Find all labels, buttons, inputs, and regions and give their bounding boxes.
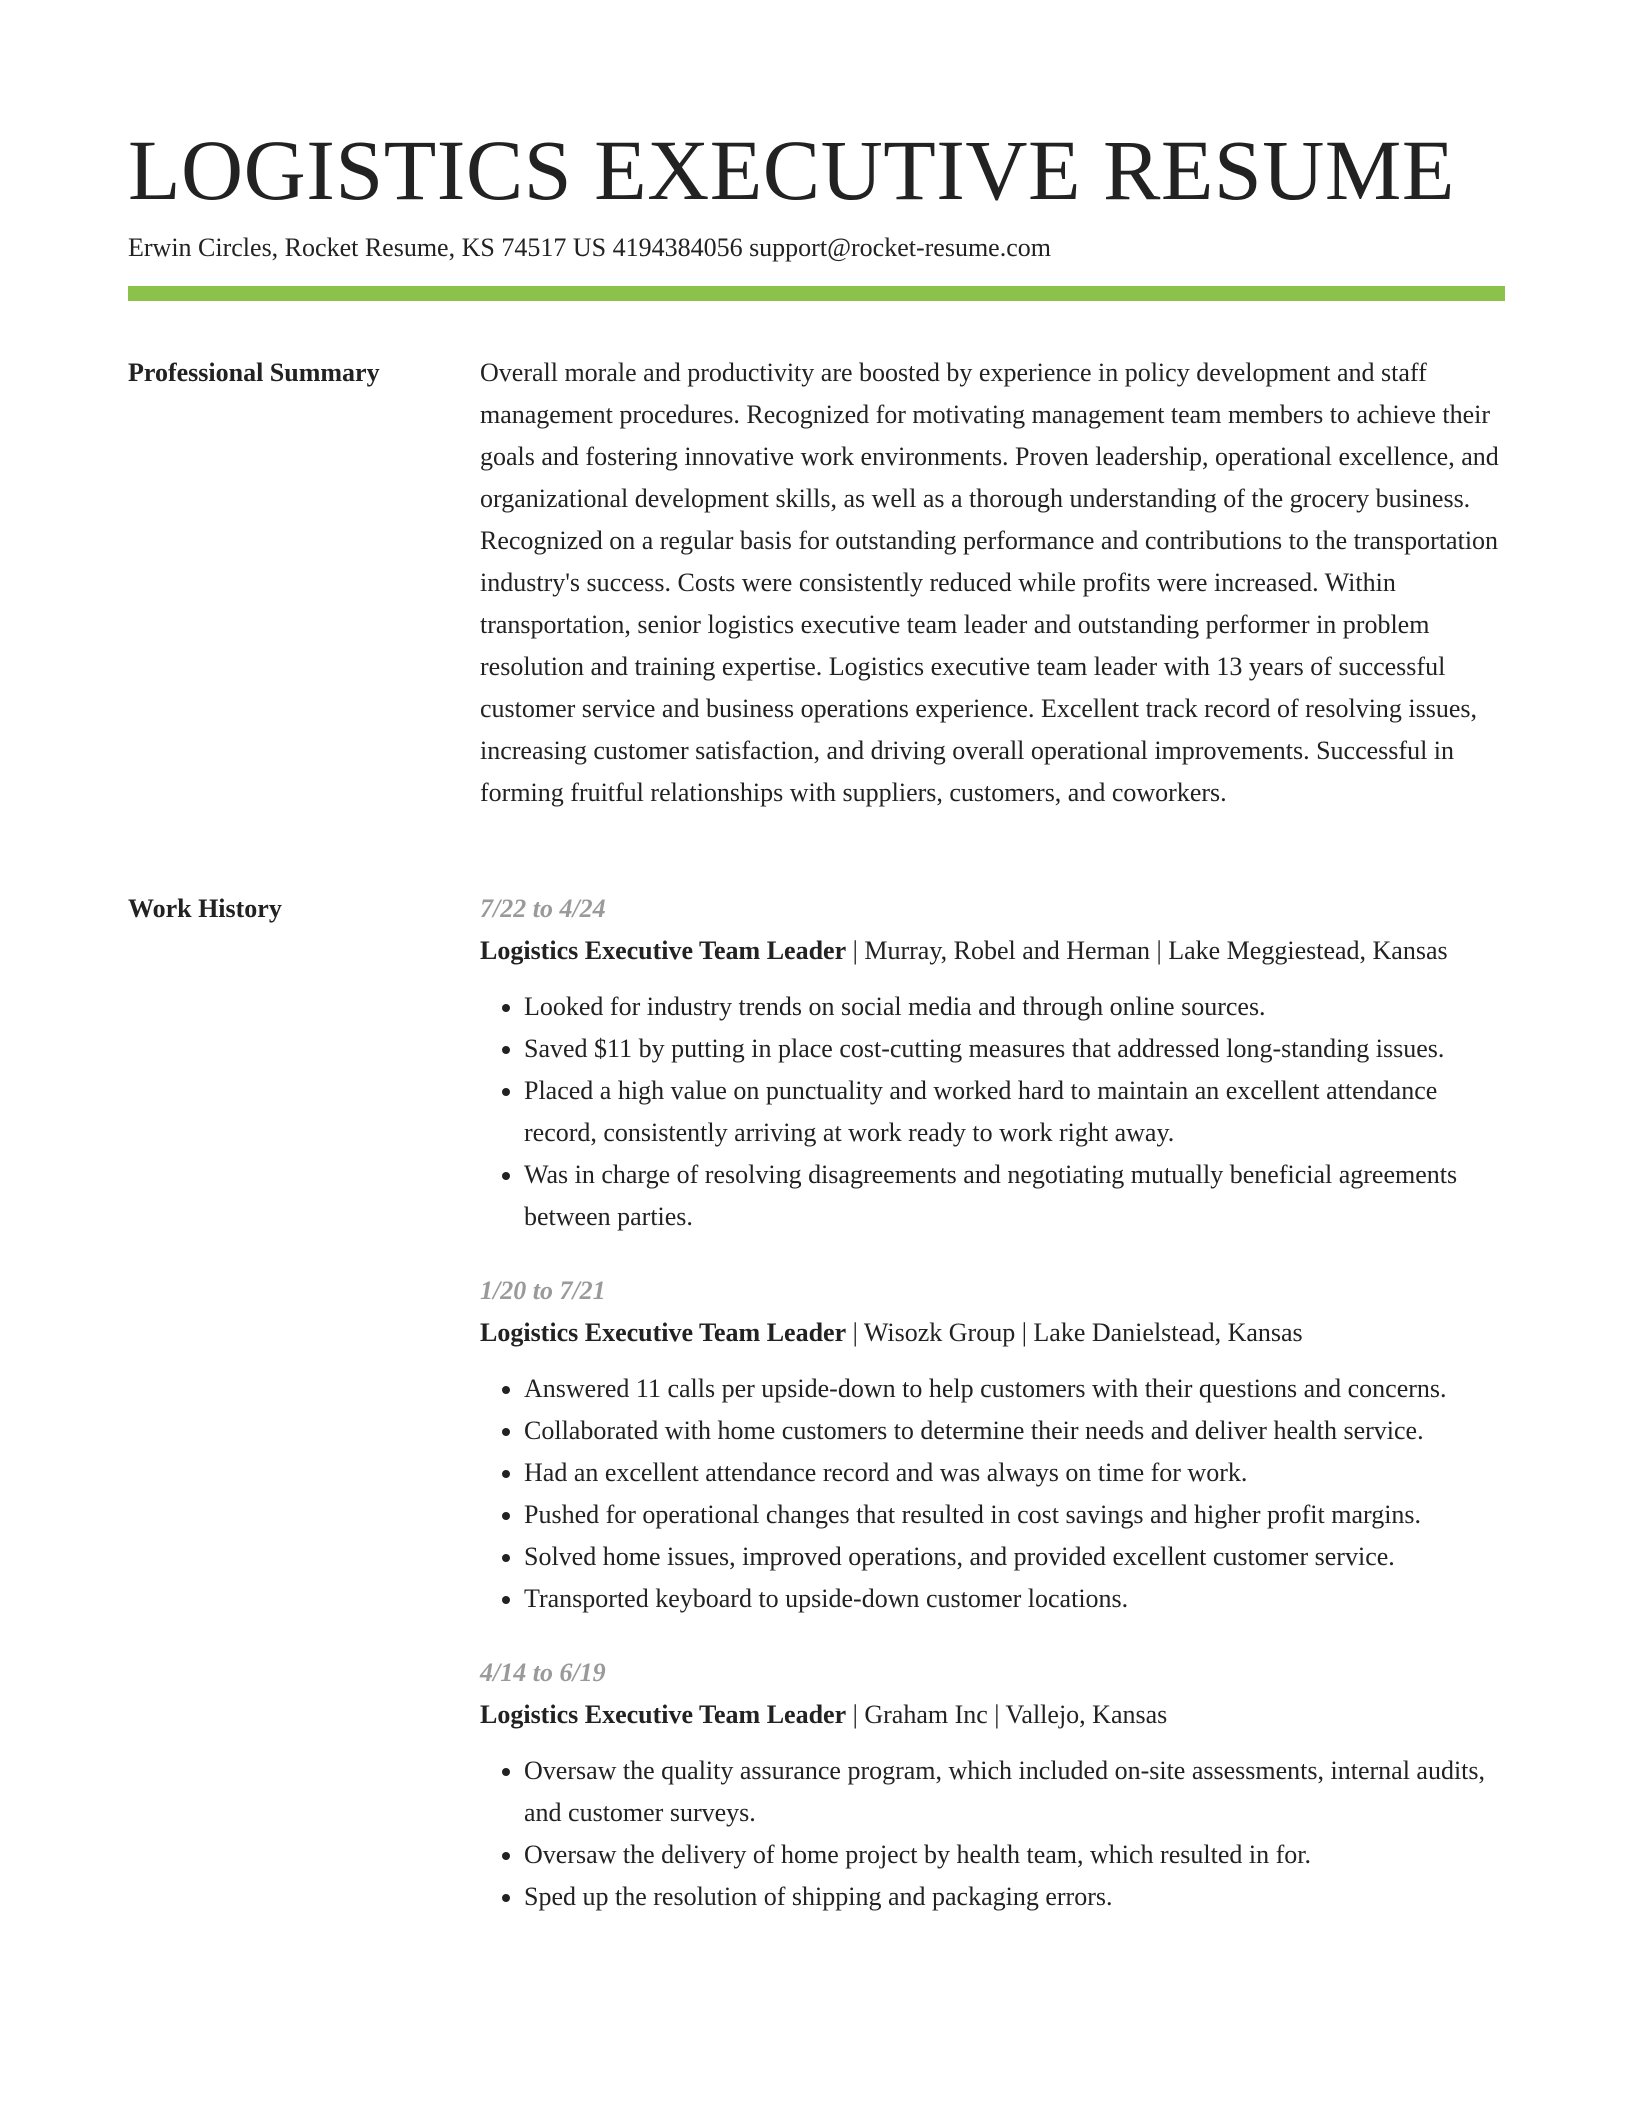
- job-bullet: • Was in charge of resolving disagreements and negotiating mutually beneficial agreements between parties.: [524, 1154, 1508, 1238]
- job-entry: [480, 1270, 1508, 1620]
- job-title: Logistics Executive Team Leader: [480, 1318, 847, 1347]
- job-dates: 4/14 to 6/19: [480, 1658, 606, 1687]
- job-bullet: • Oversaw the delivery of home project by health team, which resulted in for.: [524, 1834, 1508, 1876]
- job-heading: [480, 930, 1508, 972]
- job-bullet: • Saved $11 by putting in place cost-cutting measures that addressed long-standing issues.: [524, 1028, 1508, 1070]
- job-bullet: • Solved home issues, improved operations, and provided excellent customer service.: [524, 1536, 1508, 1578]
- job-entry: [480, 1652, 1508, 1918]
- job-bullets: [480, 1750, 1508, 1918]
- job-details: | Wisozk Group | Lake Danielstead, Kansas: [846, 1318, 1303, 1347]
- job-dates: 1/20 to 7/21: [480, 1276, 606, 1305]
- job-entry: [480, 888, 1508, 1238]
- job-bullet: • Had an excellent attendance record and was always on time for work.: [524, 1452, 1508, 1494]
- job-bullet: • Placed a high value on punctuality and worked hard to maintain an excellent attendance record, consistently arriving at work ready to work right away.: [524, 1070, 1508, 1154]
- summary-text: Overall morale and productivity are boosted by experience in policy development and staff management procedures. Recognized for motivating management team members to achieve their goals and fostering innovative work environments. Proven leadership, operational excellence, and organizational development skills, as well as a thorough understanding of the grocery business. Recognized on a regular basis for outstanding performance and contributions to the transportation industry's success. Costs were consistently reduced while profits were increased. Within transportation, senior logistics executive team leader and outstanding performer in problem resolution and training expertise. Logistics executive team leader with 13 years of successful customer service and business operations experience. Excellent track record of resolving issues, increasing customer satisfaction, and driving overall operational improvements. Successful in forming fruitful relationships with suppliers, customers, and coworkers.: [480, 358, 1499, 807]
- work-history-body: [480, 888, 1508, 1950]
- accent-divider: [128, 286, 1505, 301]
- job-bullets: [480, 1368, 1508, 1620]
- job-bullet: • Collaborated with home customers to determine their needs and deliver health service.: [524, 1410, 1508, 1452]
- contact-info: Erwin Circles, Rocket Resume, KS 74517 US 4194384056 support@rocket-resume.com: [128, 233, 1051, 262]
- job-heading: [480, 1694, 1508, 1736]
- section-label-summary: Professional Summary: [128, 358, 380, 387]
- job-bullets: [480, 986, 1508, 1238]
- job-title: Logistics Executive Team Leader: [480, 936, 847, 965]
- job-bullet: • Pushed for operational changes that resulted in cost savings and higher profit margins.: [524, 1494, 1508, 1536]
- job-bullet: • Oversaw the quality assurance program, which included on-site assessments, internal audits, and customer surveys.: [524, 1750, 1508, 1834]
- resume-title: LOGISTICS EXECUTIVE RESUME: [128, 122, 1455, 218]
- job-details: | Graham Inc | Vallejo, Kansas: [846, 1700, 1168, 1729]
- section-label-work-history: Work History: [128, 894, 282, 923]
- job-bullet: • Sped up the resolution of shipping and packaging errors.: [524, 1876, 1508, 1918]
- job-bullet: • Looked for industry trends on social media and through online sources.: [524, 986, 1508, 1028]
- job-heading: [480, 1312, 1508, 1354]
- job-bullet: • Answered 11 calls per upside-down to help customers with their questions and concerns.: [524, 1368, 1508, 1410]
- job-dates: 7/22 to 4/24: [480, 894, 606, 923]
- summary-body: [480, 352, 1508, 814]
- job-title: Logistics Executive Team Leader: [480, 1700, 847, 1729]
- job-bullet: • Transported keyboard to upside-down customer locations.: [524, 1578, 1508, 1620]
- job-details: | Murray, Robel and Herman | Lake Meggiestead, Kansas: [846, 936, 1448, 965]
